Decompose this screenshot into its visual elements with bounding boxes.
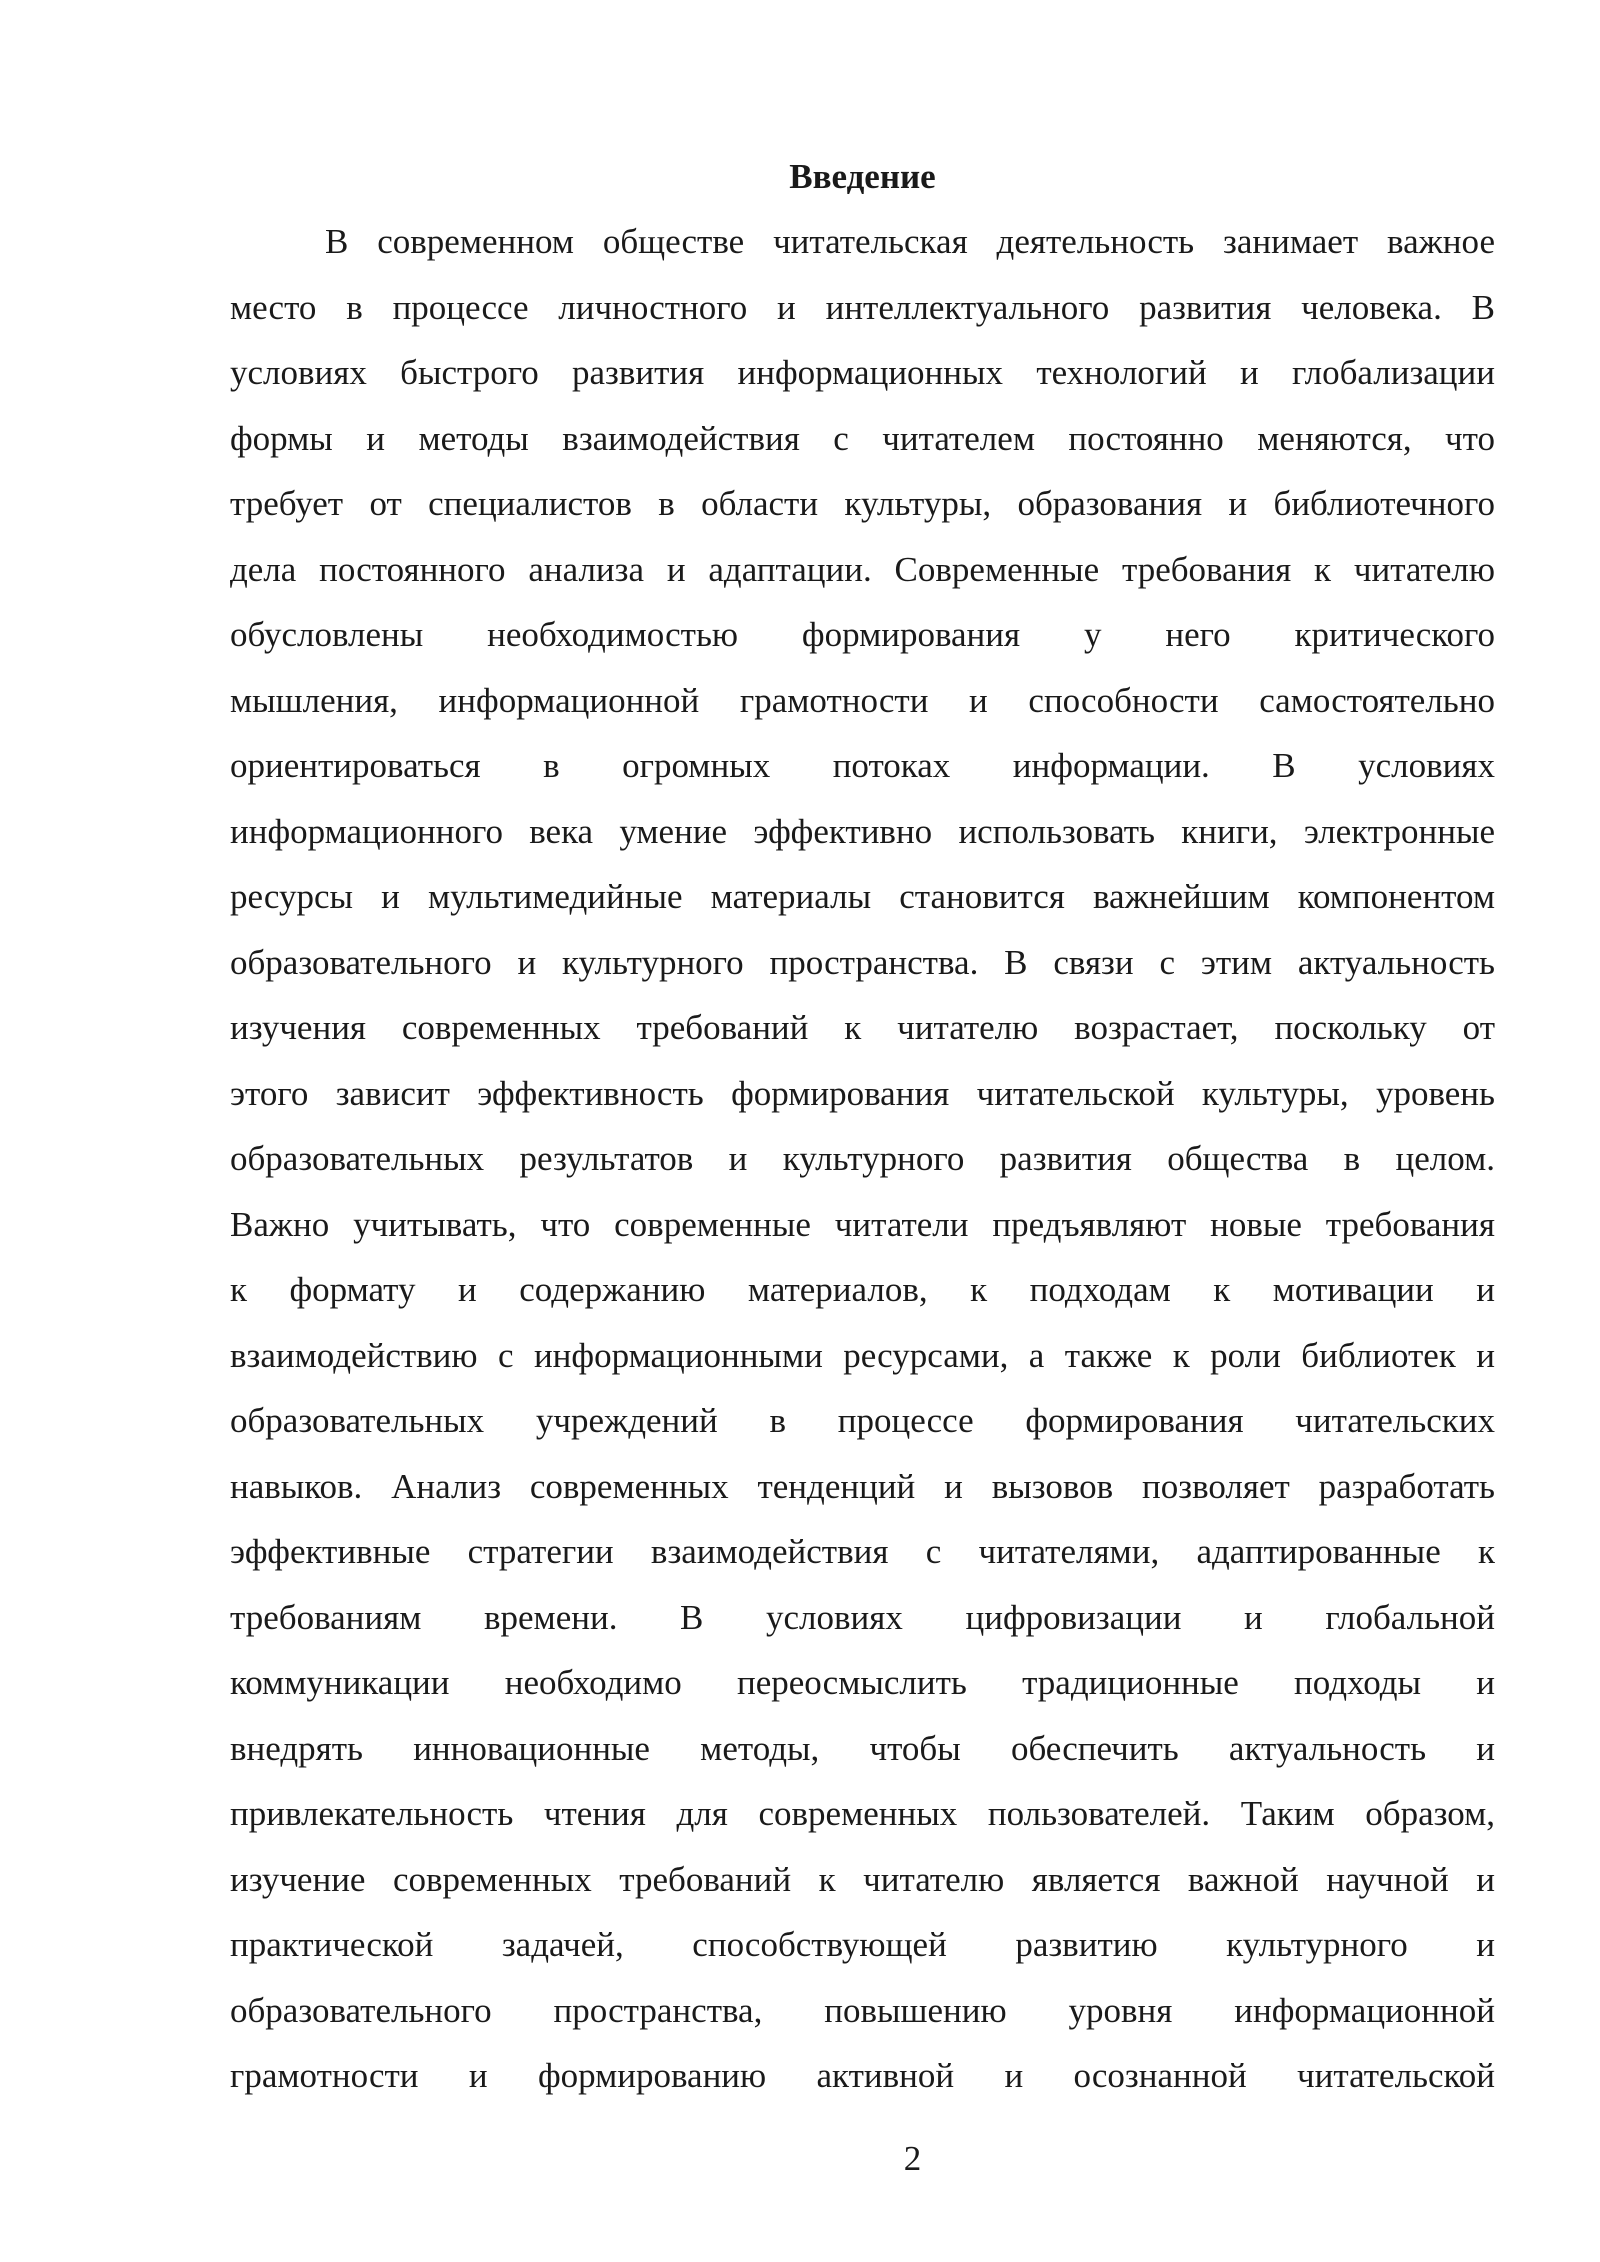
paragraph-line: мышления, информационной грамотности и способности самостоятельно — [230, 680, 1495, 720]
paragraph-line: ориентироваться в огромных потоках информации. В условиях — [230, 746, 1495, 785]
paragraph-line: В современном обществе читательская деятельность занимает важное — [325, 222, 1495, 261]
paragraph-line: образовательного и культурного пространства. В связи с этим актуальность — [230, 942, 1495, 982]
paragraph-line: к формату и содержанию материалов, к подходам к мотивации и — [230, 1270, 1495, 1309]
paragraph-line: изучение современных требований к читателю является важной научной и — [230, 1859, 1495, 1899]
paragraph-line: этого зависит эффективность формирования читательской культуры, уровень — [230, 1073, 1495, 1113]
paragraph-line: внедрять инновационные методы, чтобы обеспечить актуальность и — [230, 1728, 1495, 1768]
paragraph-line: изучения современных требований к читателю возрастает, поскольку от — [230, 1008, 1495, 1047]
paragraph-line: эффективные стратегии взаимодействия с читателями, адаптированные к — [230, 1532, 1495, 1571]
paragraph-line: образовательного пространства, повышению уровня информационной — [230, 1990, 1495, 2030]
paragraph-line: обусловлены необходимостью формирования у него критического — [230, 615, 1495, 654]
page-number: 2 — [903, 2139, 922, 2178]
paragraph-line: требует от специалистов в области культуры, образования и библиотечного — [230, 484, 1495, 523]
paragraph-line: навыков. Анализ современных тенденций и вызовов позволяет разработать — [230, 1466, 1495, 1506]
paragraph-line: дела постоянного анализа и адаптации. Современные требования к читателю — [230, 549, 1495, 589]
paragraph-line: ресурсы и мультимедийные материалы становится важнейшим компонентом — [230, 877, 1495, 916]
paragraph-line: условиях быстрого развития информационных технологий и глобализации — [230, 353, 1495, 392]
paragraph-line: коммуникации необходимо переосмыслить традиционные подходы и — [230, 1663, 1495, 1702]
paragraph-line: грамотности и формированию активной и осознанной читательской — [230, 2056, 1495, 2095]
paragraph-line: взаимодействию с информационными ресурсами, а также к роли библиотек и — [230, 1335, 1495, 1375]
paragraph-line: место в процессе личностного и интеллектуального развития человека. В — [230, 287, 1495, 327]
paragraph-line: практической задачей, способствующей развитию культурного и — [230, 1925, 1495, 1964]
paragraph-line: требованиям времени. В условиях цифровизации и глобальной — [230, 1597, 1495, 1637]
body-paragraph — [230, 209, 1495, 2109]
paragraph-line: Важно учитывать, что современные читатели предъявляют новые требования — [230, 1204, 1495, 1244]
section-title: Введение — [789, 157, 936, 196]
paragraph-line: образовательных учреждений в процессе формирования читательских — [230, 1401, 1495, 1440]
paragraph-line: информационного века умение эффективно использовать книги, электронные — [230, 811, 1495, 851]
paragraph-line: образовательных результатов и культурного развития общества в целом. — [230, 1139, 1495, 1178]
paragraph-line: привлекательность чтения для современных пользователей. Таким образом, — [230, 1794, 1495, 1833]
paragraph-line: формы и методы взаимодействия с читателем постоянно меняются, что — [230, 418, 1495, 458]
